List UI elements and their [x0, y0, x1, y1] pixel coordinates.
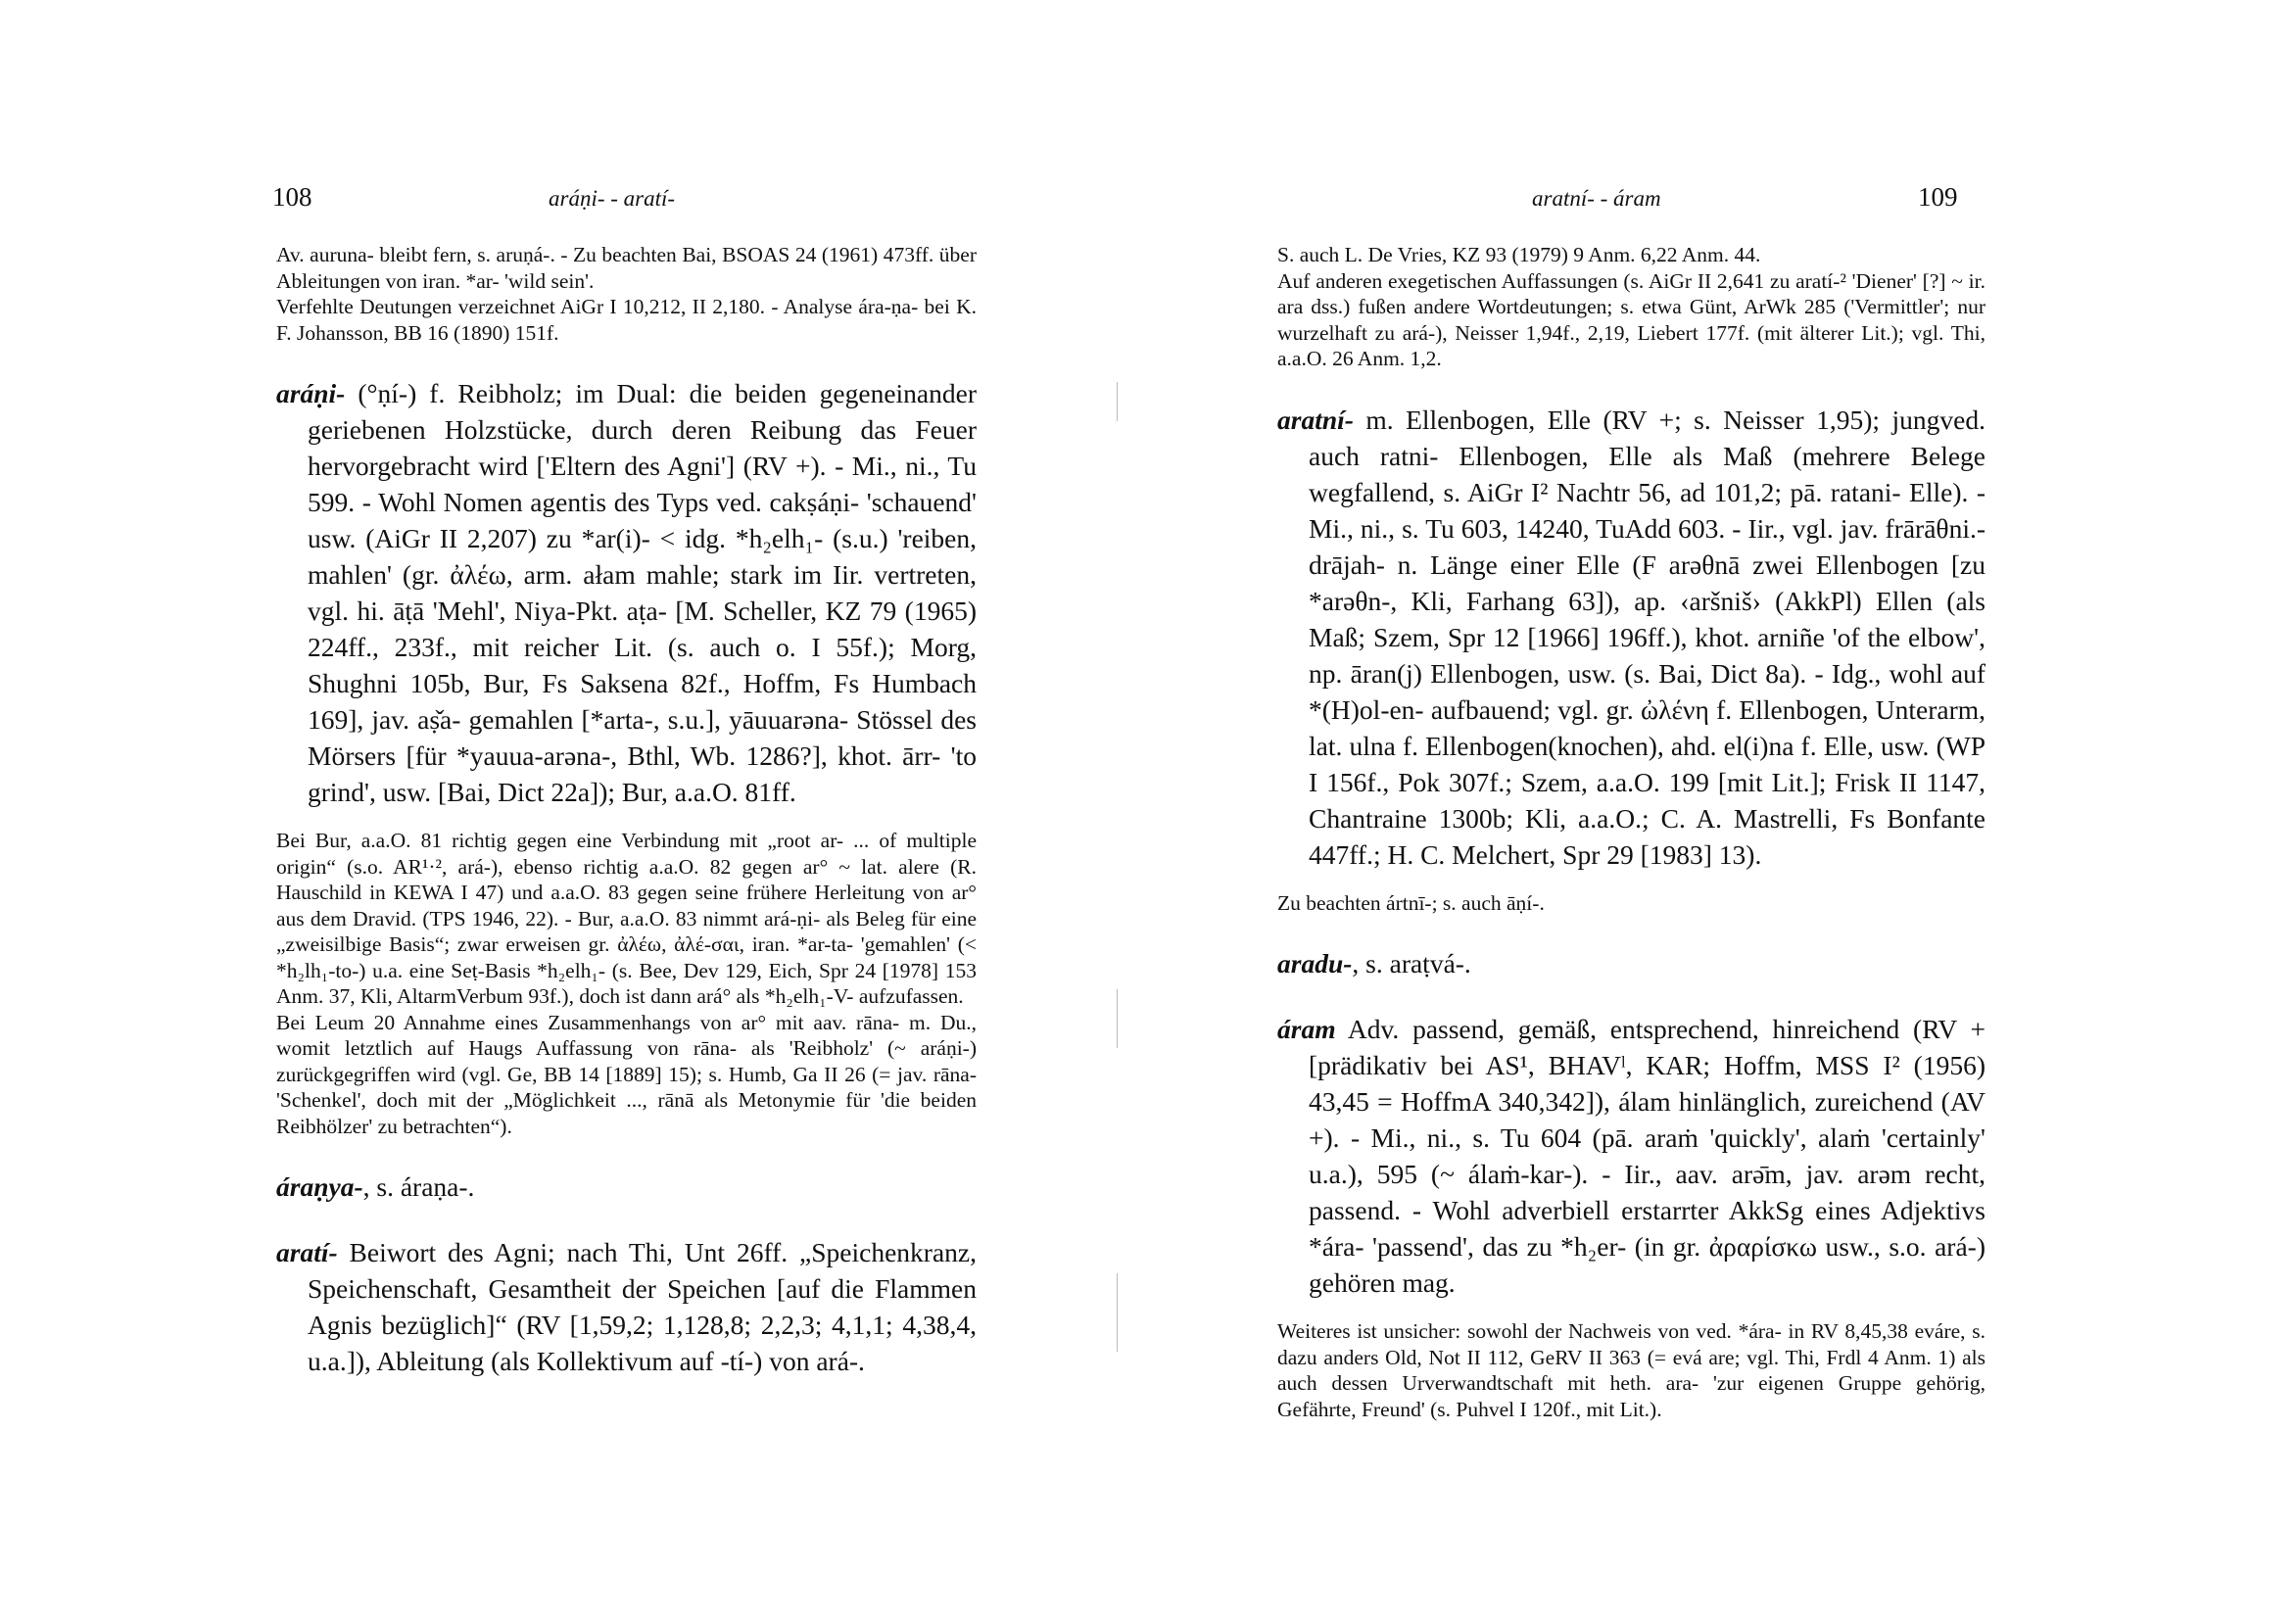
gutter-mark [1117, 989, 1118, 1048]
entry-aradu [1277, 945, 1985, 981]
paragraph: Bei Leum 20 Annahme eines Zusammenhangs von ar° mit aav. rāna- m. Du., womit letztlich auf Haugs Auffassung von rāna- als 'Reibholz' (~ aráṇi-) zurückgegriffen wird (vgl. Ge, BB 14 [1889] 15); s. Humb, Ga II 26 (= jav. rāna- 'Schenkel', doch mit der „Möglichkeit ..., rānā als Metonymie für 'die beiden Reibhölzer' zu betrachten“). [276, 1010, 977, 1138]
gutter-mark [1117, 1273, 1118, 1352]
entry-text: Adv. passend, gemäß, entsprechend, hinreichend (RV + [prädikativ bei AS¹, BHAVˡ, KAR; Hoffm, MSS I² (1956) 43,45 = HoffmA 340,342]), álam hinlänglich, zureichend (AV +). - Mi., ni., s. Tu 604 (pā. araṁ 'quickly', alaṁ 'certainly' u.a.), 595 (~ álaṁ-kar-). - Iir., aav. arə̄m, jav. arəm recht, passend. - Wohl adverbiell erstarrter AkkSg eines Adjektivs *ára- 'passend', das zu *h₂er- (in gr. ἀραρίσκω usw., s.o. ará-) gehören mag. [1309, 1014, 1985, 1298]
paragraph: Zu beachten ártnī-; s. auch āṇí-. [1277, 890, 1545, 915]
right-text-column [1277, 242, 1985, 1422]
lemma: aratní- [1277, 404, 1354, 435]
entry-text: Beiwort des Agni; nach Thi, Unt 26ff. „Speichenkranz, Speichenschaft, Gesamtheit der Speichen [auf die Flammen Agnis bezüglich]“ (RV [1,59,2; 1,128,8; 2,2,3; 4,1,1; 4,38,4, u.a.]), Ableitung (als Kollektivum auf -tí-) von ará-. [308, 1237, 977, 1376]
paragraph: Auf anderen exegetischen Auffassungen (s. AiGr II 2,641 zu aratí-² 'Diener' [?] ~ ir. ara dss.) fußen andere Wortdeutungen; s. etwa Günt, ArWk 285 ('Vermittler'; nur wurzelhaft zu ará-), Neisser 1,94f., 2,19, Liebert 177f. (mit älterer Lit.); vgl. Thi, a.a.O. 26 Anm. 1,2. [1277, 268, 1985, 370]
right-page [1148, 0, 2296, 1622]
lemma: aratí- [276, 1237, 338, 1267]
left-text-column [276, 242, 977, 1379]
entry-aram [1277, 1011, 1985, 1301]
paragraph: Verfehlte Deutungen verzeichnet AiGr I 10,212, II 2,180. - Analyse ára-ṇa- bei K. F. Johansson, BB 16 (1890) 151f. [276, 295, 977, 345]
paragraph: Bei Bur, a.a.O. 81 richtig gegen eine Verbindung mit „root ar- ... of multiple origin“ (s.o. AR¹·², ará-), ebenso richtig a.a.O. 82 gegen ar° ~ lat. alere (R. Hauschild in KEWA I 47) und a.a.O. 83 gegen seine frühere Herleitung von ar° aus dem Dravid. (TPS 1946, 22). - Bur, a.a.O. 83 nimmt ará-ṇi- als Beleg für eine „zweisilbige Basis“; zwar erweisen gr. ἀλέω, ἀλέ-σαι, iran. *ar-ta- 'gemahlen' (< *h₂lh₁-to-) u.a. eine Seṭ-Basis *h₂elh₁- (s. Bee, Dev 129, Eich, Spr 24 [1978] 153 Anm. 37, Kli, AltarmVerbum 93f.), doch ist dann ará° als *h₂elh₁-V- aufzufassen. [276, 829, 977, 1008]
lemma: aradu- [1277, 948, 1353, 978]
paragraph: Av. auruna- bleibt fern, s. aruṇá-. - Zu beachten Bai, BSOAS 24 (1961) 473ff. über Ableitungen von iran. *ar- 'wild sein'. [276, 243, 977, 293]
paragraph: S. auch L. De Vries, KZ 93 (1979) 9 Anm. 6,22 Anm. 44. [1277, 243, 1761, 266]
page-number: 108 [272, 182, 312, 212]
paragraph: Weiteres ist unsicher: sowohl der Nachweis von ved. *ára- in RV 8,45,38 eváre, s. dazu anders Old, Not II 112, GeRV II 363 (= evá are; vgl. Thi, Frdl 4 Anm. 1) als auch dessen Urverwandtschaft mit heth. ara- 'zur eigenen Gruppe gehörig, Gefährte, Freund' (s. Puhvel I 120f., mit Lit.). [1277, 1319, 1985, 1421]
page-number: 109 [1918, 182, 1958, 212]
running-head: aratní- - áram [1532, 186, 1661, 211]
entry-arati [276, 1234, 977, 1379]
entry-text: (°ṇí-) f. Reibholz; im Dual: die beiden gegeneinander geriebenen Holzstücke, durch deren Reibung das Feuer hervorgebracht wird ['Eltern des Agni'] (RV +). - Mi., ni., Tu 599. - Wohl Nomen agentis des Typs ved. cakṣáṇi- 'schauend' usw. (AiGr II 2,207) zu *ar(i)- < idg. *h₂elh₁- (s.u.) 'reiben, mahlen' (gr. ἀλέω, arm. ałam mahle; stark im Iir. vertreten, vgl. hi. āṭā 'Mehl', Niya-Pkt. aṭa- [M. Scheller, KZ 79 (1965) 224ff., 233f., mit reicher Lit. (s. auch o. I 55f.); Morg, Shughni 105b, Bur, Fs Saksena 82f., Hoffm, Fs Humbach 169], jav. aṣ̌a- gemahlen [*arta-, s.u.], yāuuarəna- Stössel des Mörsers [für *yauua-arəna-, Bthl, Wb. 1286?], khot. ārr- 'to grind', usw. [Bai, Dict 22a]); Bur, a.a.O. 81ff. [308, 378, 977, 807]
lemma: áraṇya- [276, 1171, 363, 1202]
lemma: aráṇi- [276, 378, 346, 408]
lemma: áram [1277, 1014, 1336, 1044]
entry-text: m. Ellenbogen, Elle (RV +; s. Neisser 1,95); jungved. auch ratni- Ellenbogen, Elle als Maß (mehrere Belege wegfallend, s. AiGr I² Nachtr 56, ad 101,2; pā. ratani- Elle). - Mi., ni., s. Tu 603, 14240, TuAdd 603. - Iir., vgl. jav. frārāθni.-drājah- n. Länge einer Elle (F arəθnā zwei Ellenbogen [zu *arəθn-, Kli, Farhang 63]), ap. ‹aršniš› (AkkPl) Ellen (als Maß; Szem, Spr 12 [1966] 196ff.), khot. arniñe 'of the elbow', np. āran(j) Ellenbogen, usw. (s. Bai, Dict 8a). - Idg., wohl auf *(H)ol-en- aufbauend; vgl. gr. ὠλένη f. Ellenbogen, Unterarm, lat. ulna f. Ellenbogen(knochen), ahd. el(i)na f. Elle, usw. (WP I 156f., Pok 307f.; Szem, a.a.O. 199 [mit Lit.]; Frisk II 1147, Chantraine 1300b; Kli, a.a.O.; C. A. Mastrelli, Fs Bonfante 447ff.; H. C. Melchert, Spr 29 [1983] 13). [1309, 404, 1985, 870]
gutter-mark [1117, 382, 1118, 421]
running-head: aráṇi- - aratí- [549, 186, 676, 211]
entry-araṇi [276, 375, 977, 810]
entry-text: , s. áraṇa-. [362, 1171, 475, 1202]
entry-aranya [276, 1169, 977, 1205]
entry-text: , s. araṭvá-. [1352, 948, 1471, 978]
entry-aratni [1277, 402, 1985, 873]
